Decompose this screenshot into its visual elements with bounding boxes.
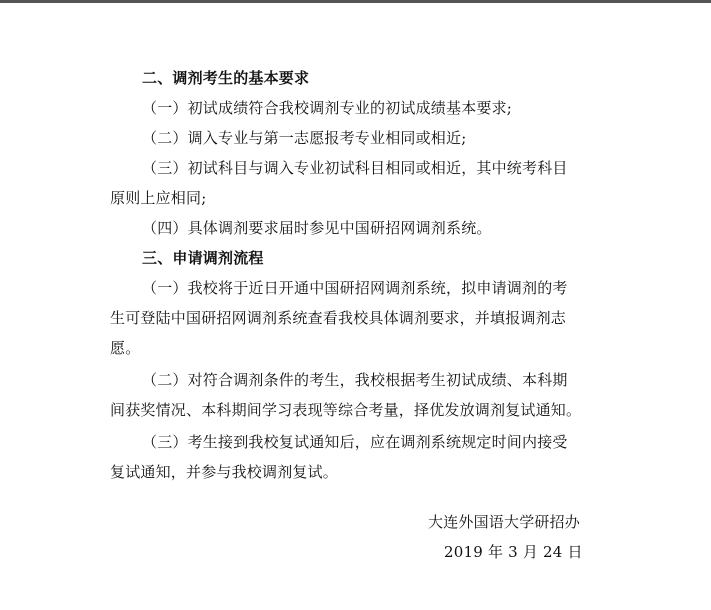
section3-item-1-cont2: 愿。 bbox=[110, 339, 141, 357]
section2-item-3-cont: 原则上应相同; bbox=[110, 189, 207, 207]
section3-item-2-cont: 间获奖情况、本科期间学习表现等综合考量，择优发放调剂复试通知。 bbox=[110, 401, 582, 419]
section2-item-1: （一）初试成绩符合我校调剂专业的初试成绩基本要求; bbox=[142, 99, 513, 117]
page-top-border bbox=[0, 0, 711, 3]
section3-item-1-cont: 生可登陆中国研招网调剂系统查看我校具体调剂要求，并填报调剂志 bbox=[110, 309, 567, 327]
signature-date: 2019 年 3 月 24 日 bbox=[444, 543, 583, 561]
section3-item-3: （三）考生接到我校复试通知后，应在调剂系统规定时间内接受 bbox=[142, 433, 568, 451]
section3-item-1: （一）我校将于近日开通中国研招网调剂系统，拟申请调剂的考 bbox=[142, 279, 568, 297]
section3-item-2: （二）对符合调剂条件的考生，我校根据考生初试成绩、本科期 bbox=[142, 371, 568, 389]
section3-heading: 三、申请调剂流程 bbox=[142, 249, 264, 267]
section2-item-3: （三）初试科目与调入专业初试科目相同或相近，其中统考科目 bbox=[142, 159, 568, 177]
section2-heading: 二、调剂考生的基本要求 bbox=[142, 69, 310, 87]
section2-item-4: （四）具体调剂要求届时参见中国研招网调剂系统。 bbox=[142, 219, 492, 237]
section3-item-3-cont: 复试通知，并参与我校调剂复试。 bbox=[110, 463, 339, 481]
section2-item-2: （二）调入专业与第一志愿报考专业相同或相近; bbox=[142, 129, 467, 147]
signature-org: 大连外国语大学研招办 bbox=[428, 513, 581, 531]
